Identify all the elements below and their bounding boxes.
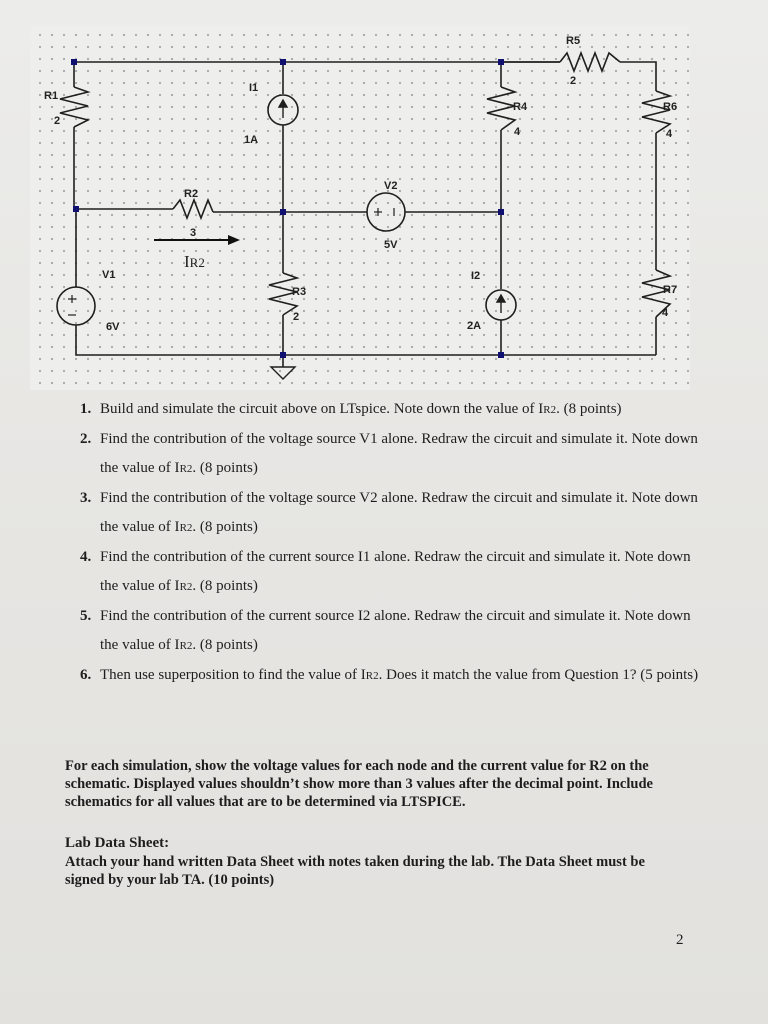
voltage-source-v2 [367,193,405,231]
node-top-left [71,59,77,65]
question-text: Find the contribution of the current source I2 alone. Redraw the circuit and simulate it. Note down the value of IR2. (8 points) [100,608,691,653]
label-i1-value: 1A [244,134,259,146]
question-text: Find the contribution of the voltage source V1 alone. Redraw the circuit and simulate it. Note down the value of IR2. (8 points) [100,431,698,476]
question-item [60,602,700,661]
wire-v1-bottom [76,325,656,355]
ir2-arrow-head [228,235,240,245]
node-r2-left [73,206,79,212]
label-r6-name: R6 [663,101,678,113]
question-item [60,543,700,602]
question-number: 6. [80,667,92,683]
question-text: Find the contribution of the current source I1 alone. Redraw the circuit and simulate it. Note down the value of IR2. (8 points) [100,549,691,594]
wire-top-right [620,62,656,91]
resistor-r1 [60,87,88,127]
question-number: 2. [80,431,92,447]
label-r2-name: R2 [184,188,199,200]
resistor-r4 [487,87,515,130]
label-r3-name: R3 [292,286,307,298]
label-v1-name: V1 [102,269,116,281]
question-item [60,484,700,543]
node-mid-r4 [498,209,504,215]
label-r2-value: 3 [190,227,197,239]
label-i2-value: 2A [467,320,482,332]
page-number: 2 [676,932,684,948]
node-top-r4 [498,59,504,65]
label-r4-value: 4 [514,126,521,138]
label-r7-value: 4 [662,307,669,319]
label-r5-name: R5 [566,35,581,47]
question-number: 4. [80,549,92,565]
question-number: 5. [80,608,92,624]
label-r3-value: 2 [293,311,300,323]
question-item [60,425,700,484]
question-list [60,395,700,691]
question-item [60,395,700,425]
node-mid-i1 [280,209,286,215]
label-i2-name: I2 [471,270,481,282]
question-text: Build and simulate the circuit above on LTspice. Note down the value of IR2. (8 points) [100,401,622,417]
label-r4-name: R4 [513,101,528,113]
question-item [60,661,700,691]
lab-data-sheet-text: Attach your hand written Data Sheet with notes taken during the lab. The Data Sheet must be signed by your lab TA. (10 points) [65,854,645,888]
question-text: Then use superposition to find the value of IR2. Does it match the value from Question 1? (5 points) [100,667,699,683]
node-bottom-r3 [280,352,286,358]
i2-arrow-head [497,295,505,302]
label-i1-name: I1 [249,82,259,94]
circuit-schematic [30,25,690,390]
wire-top [74,62,560,87]
node-bottom-r4 [498,352,504,358]
simulation-note: For each simulation, show the voltage values for each node and the current value for R2 on the schematic. Displayed values shouldn’t show more than 3 values after the decimal point. Include schematics for all values that are to be determined via LTSPICE. [65,758,653,810]
label-ir2: IR2 [184,252,205,271]
question-number: 3. [80,490,92,506]
wires [74,62,656,367]
label-r7-name: R7 [663,284,678,296]
label-r5-value: 2 [570,75,577,87]
label-r1-value: 2 [54,115,61,127]
voltage-source-v1 [57,287,95,325]
resistor-r2 [173,200,213,218]
question-text: Find the contribution of the voltage source V2 alone. Redraw the circuit and simulate it. Note down the value of IR2. (8 points) [100,490,698,535]
label-r6-value: 4 [666,128,673,140]
node-top-i1 [280,59,286,65]
label-v2-value: 5V [384,239,398,251]
ground-symbol [271,367,295,379]
label-v1-value: 6V [106,321,120,333]
lab-data-sheet-title: Lab Data Sheet: [65,835,170,851]
label-r1-name: R1 [44,90,59,102]
resistor-r5 [560,53,620,71]
i1-arrow-head [279,100,287,107]
label-v2-name: V2 [384,180,398,192]
question-number: 1. [80,401,92,417]
